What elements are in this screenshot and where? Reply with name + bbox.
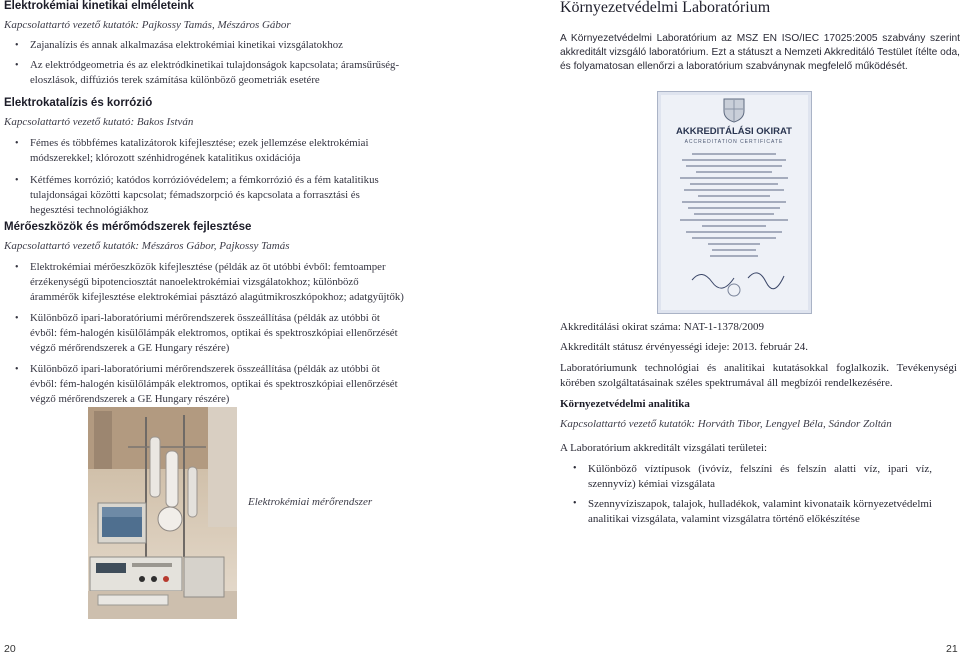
section-leads-electrocatalysis: Kapcsolattartó vezető kutató: Bakos István — [4, 116, 194, 128]
lab-equipment-photo — [88, 407, 237, 619]
list-kinetics — [4, 38, 404, 93]
right-page — [480, 0, 960, 657]
list-item: • Különböző víztípusok (ivóvíz, felszíni és felszín alatti víz, ipari víz, szennyvíz) kémiai vizsgálata — [562, 462, 932, 491]
section-title-analytics: Környezetvédelmi analitika — [560, 398, 690, 410]
section-leads-kinetics: Kapcsolattartó vezető kutatók: Pajkossy Tamás, Mészáros Gábor — [4, 19, 291, 31]
certificate-title: AKKREDITÁLÁSI OKIRAT — [676, 126, 792, 137]
section-title-electrocatalysis: Elektrokatalízis és korrózió — [4, 97, 153, 109]
list-item: • Kétfémes korrózió; katódos korrózióvédelem; a fémkorrózió és a fém katalitikus tulajdonságai közötti kapcsolat; fémadszorpció és kapcsolata a forrasztási és hegesztési technológiákhoz — [4, 173, 394, 218]
list-instruments — [4, 260, 406, 412]
page-title: Környezetvédelmi Laboratórium — [560, 0, 771, 16]
intro-paragraph: A Környezetvédelmi Laboratórium az MSZ EN ISO/IEC 17025:2005 szabvány szerint akkreditált vizsgáló laboratórium. Ezt a státuszt a Nemzeti Akkreditáló Testület ítélte oda, és folyamatosan ellenőrzi a laboratórium szabványnak megfelelő működését. — [560, 33, 960, 72]
section-leads-instruments: Kapcsolattartó vezető kutatók: Mészáros Gábor, Pajkossy Tamás — [4, 240, 290, 252]
coat-of-arms-icon — [722, 97, 746, 123]
certificate-body-text — [672, 150, 796, 300]
certificate-validity: Akkreditált státusz érvényességi ideje: 2013. február 24. — [560, 341, 809, 353]
accredited-areas-intro: A Laboratórium akkreditált vizsgálati területei: — [560, 442, 768, 454]
certificate-subtitle: ACCREDITATION CERTIFICATE — [684, 139, 784, 145]
list-accredited-areas — [562, 462, 932, 531]
list-electrocatalysis — [4, 136, 394, 223]
section-title-kinetics: Elektrokémiai kinetikai elméleteink — [4, 0, 194, 12]
list-item: • Különböző ipari-laboratóriumi mérőrendszerek összeállítása (példák az utóbbi öt évből: fém-halogén kisülőlámpák elektromos, optikai és spektroszkópiai ellenőrzését végző mérőrendszerek a GE Hungary részére) — [4, 311, 406, 356]
list-item: • Az elektródgeometria és az elektródkinetikai tulajdonságok kapcsolata; áramsűrűség-eloszlások, diffúziós terek számítása különböző geometriák esetére — [4, 58, 404, 88]
certificate-number: Akkreditálási okirat száma: NAT-1-1378/2009 — [560, 321, 764, 333]
list-item: • Szennyvíziszapok, talajok, hulladékok, valamint kivonataik környezetvédelmi analitikai vizsgálata, valamint vizsgálatra történő előkészítése — [562, 497, 932, 526]
accreditation-certificate — [657, 91, 812, 314]
page-number-right: 21 — [946, 643, 958, 655]
page-number-left: 20 — [4, 643, 16, 655]
list-item: • Elektrokémiai mérőeszközök kifejlesztése (példák az öt utóbbi évből: femtoamper érzékenységű bipotenciosztát nanoelektrokémiai vizsgálatokhoz; különböző árammérők kifejlesztése elektrokémiai pásztázó alagútmikroszkópokhoz; adatgyűjtők) — [4, 260, 406, 305]
section-title-instruments: Mérőeszközök és mérőmódszerek fejlesztése — [4, 221, 252, 233]
list-item: • Fémes és többfémes katalizátorok kifejlesztése; ezek jellemzése elektrokémiai módszerekkel; klórozott szénhidrogének katalitikus oxidációja — [4, 136, 394, 166]
list-item: • Különböző ipari-laboratóriumi mérőrendszerek összeállítása (példák az utóbbi öt évből: fém-halogén kisülőlámpák elektromos, optikai és spektroszkópiai ellenőrzését végző mérőrendszerek a GE Hungary részére) — [4, 362, 406, 407]
photo-caption: Elektrokémiai mérőrendszer — [248, 496, 373, 508]
section-leads-analytics: Kapcsolattartó vezető kutatók: Horváth Tibor, Lengyel Béla, Sándor Zoltán — [560, 418, 892, 430]
lab-description: Laboratóriumunk technológiai és analitikai kutatásokkal foglalkozik. Tevékenységi körében szolgáltatásainak széles spektrumával áll megbízói rendelkezésére. — [560, 362, 957, 389]
list-item: • Zajanalízis és annak alkalmazása elektrokémiai kinetikai vizsgálatokhoz — [4, 38, 404, 53]
